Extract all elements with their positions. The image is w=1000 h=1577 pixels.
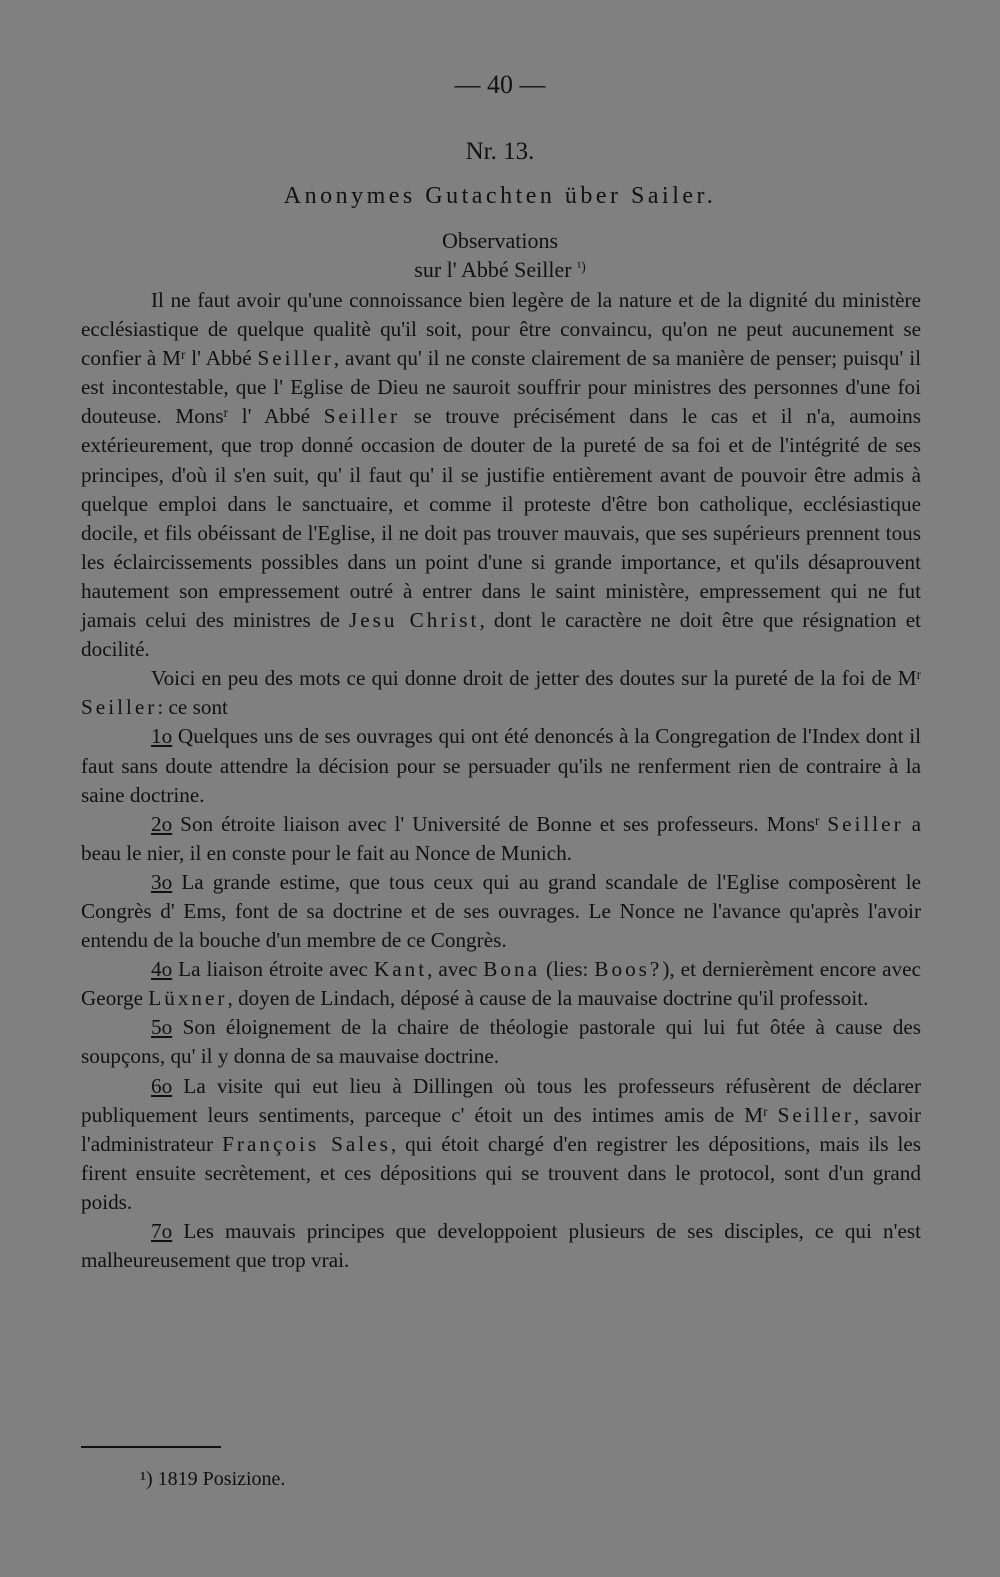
body-text [81, 286, 921, 1275]
page-number: — 40 — [454, 70, 546, 99]
list-item-4: 4o La liaison étroite avec Kant, avec Bona (lies: Boos?), et dernierèment encore avec George Lüxner, doyen de Lindach, déposé à cause de la mauvaise doctrine qu'il professoit. [81, 957, 921, 1011]
list-item-3: 3o La grande estime, que tous ceux qui au grand scandale de l'Eglise composèrent le Congrès d' Ems, font de sa doctrine et de ses ouvrages. Le Nonce ne l'avance qu'après l'avoir entendu de la bouche d'un membre de ce Congrès. [81, 869, 921, 953]
observations-title: Observations [441, 228, 559, 253]
list-item-7: 7o Les mauvais principes que developpoient plusieurs de ses disciples, ce qui n'est malheureusement que trop vrai. [81, 1219, 921, 1273]
footnote-divider [81, 1446, 221, 1448]
paragraph-intro: Il ne faut avoir qu'une connoissance bien legère de la nature et de la dignité du ministère ecclésiastique de quelque qualitè qu'il soit, pour être convaincu, qu'on ne peut aucunement se confier à $M^r$ l' Abbé Seiller, avant qu' il ne conste clairement de sa manière de penser; puisqu' il est incontestable, que l' Eglise de Dieu ne sauroit souffrir pour ministres des personnes d'une foi douteuse. Mons$^r$ l' Abbé Seiller se trouve précisément dans le cas et il n'a, aumoins extérieurement, que trop donné occasion de douter de la pureté de sa foi et de l'intégrité de ses principes, d'où il s'en suit, qu' il faut qu' il se justifie entièrement avant de pouvoir être admis à quelque emploi dans le sanctuaire, et comme il proteste d'être bon catholique, ecclésiastique docile, et fils obéissant de l'Eglise, il ne doit pas trouver mauvais, que ses supérieurs prennent tous les éclaircissements possibles dans un point d'une si grande importance, et qu'ils désaprouvent hautement son empressement outré à entrer dans le saint ministère, empressement qui ne fut jamais celui des ministres de Jesu Christ, dont le caractère ne doit être que résignation et docilité. [81, 288, 921, 662]
observations-subtitle: sur l' Abbé Seiller $^{^1)}$ [414, 257, 586, 282]
paragraph-summary: Voici en peu des mots ce qui donne droit de jetter des doutes sur la pureté de la foi de $M^r$ Seiller: ce sont [81, 666, 921, 720]
list-item-6: 6o La visite qui eut lieu à Dillingen où tous les professeurs réfusèrent de déclarer publiquement leurs sentiments, parceque c' étoit un des intimes amis de $M^r$ Seiller, savoir l'administrateur François Sales, qui étoit chargé d'en registrer les dépositions, mais ils les firent ensuite secrètement, et ces dépositions qui se trouvent dans le protocol, sont d'un grand poids. [81, 1073, 921, 1214]
document-title: Anonymes Gutachten über Sailer. [283, 183, 717, 209]
footnote: ¹) 1819 Posizione. [140, 1468, 286, 1490]
document-number: Nr. 13. [465, 138, 535, 165]
list-item-1: 1o Quelques uns de ses ouvrages qui ont été denoncés à la Congregation de l'Index dont il faut sans doute attendre la décision pour se persuader qu'ils ne renferment rien de contraire à la saine doctrine. [81, 724, 921, 807]
footnote-ref: ¹) [577, 258, 586, 274]
list-item-2: 2o Son étroite liaison avec l' Université de Bonne et ses professeurs. Mons$^r$ Seiller a beau le nier, il en conste pour le fait au Nonce de Munich. [81, 811, 922, 865]
list-item-5: 5o Son éloignement de la chaire de théologie pastorale qui lui fut ôtée à cause des soupçons, qu' il y donna de sa mauvaise doctrine. [81, 1015, 921, 1069]
